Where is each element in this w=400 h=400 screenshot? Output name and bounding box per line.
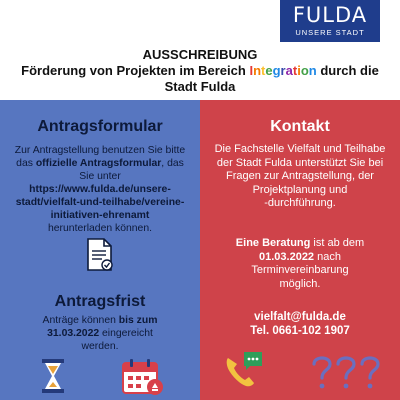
antragsfrist-text [0, 314, 200, 353]
logo-sub-text: UNSERE STADT [295, 28, 365, 37]
fulda-logo [280, 0, 380, 42]
frist-2a: 31.03.2022 [47, 328, 100, 339]
antragsfrist-heading: Antragsfrist [54, 293, 146, 310]
integration-letter: r [280, 63, 286, 78]
integration-letter: n [308, 63, 317, 78]
header-line-2-suffix: durch die [316, 63, 379, 78]
antragsformular-link-3[interactable]: initiativen-ehrenamt [50, 210, 150, 221]
antragsformular-text-2 [10, 157, 190, 170]
integration-letter: n [253, 63, 262, 78]
frist-2b: eingereicht [99, 328, 153, 339]
antragsformular-heading: Antragsformular [37, 118, 163, 135]
integration-letter: o [300, 63, 309, 78]
antragsformular-text [0, 144, 200, 235]
logo-main-text: FULDA [292, 3, 368, 27]
integration-word [249, 63, 316, 78]
beratung-2b: nach [314, 250, 341, 263]
beratung-line-2 [210, 251, 390, 265]
page-header [0, 42, 400, 100]
header-line-1: AUSSCHREIBUNG [142, 47, 258, 62]
header-line-3: Stadt Fulda [164, 79, 236, 94]
calendar-icon [121, 358, 165, 396]
text-2a: das [16, 158, 36, 169]
hourglass-icon [40, 358, 66, 394]
antragsformular-text-1: Zur Antragstellung benutzen Sie bitte [14, 145, 186, 156]
kontakt-heading: Kontakt [270, 118, 330, 135]
left-panel [0, 100, 200, 400]
beratung-line-1 [210, 237, 390, 251]
text-2c: , das [161, 158, 184, 169]
header-line-2-prefix: Förderung von Projekten im Bereich [21, 63, 250, 78]
antragsformular-text-4: herunterladen können. [48, 223, 152, 234]
phone-chat-icon [222, 350, 266, 390]
integration-letter: e [265, 63, 273, 78]
integration-letter: a [285, 63, 293, 78]
kontakt-text [200, 143, 400, 211]
antragsformular-text-3: Sie unter [79, 171, 121, 182]
header-line-2 [0, 63, 400, 79]
antragsformular-link-1[interactable]: https://www.fulda.de/unsere- [29, 184, 171, 195]
document-icon [84, 237, 116, 273]
question-marks-icon [308, 350, 388, 396]
antragsformular-link-2[interactable]: stadt/vielfalt-und-teilhabe/vereine- [15, 197, 185, 208]
antragsfrist-text-2 [10, 327, 190, 340]
kontakt-text-2: der Stadt Fulda unterstützt Sie bei [216, 156, 384, 169]
beratung-1a: Eine Beratung [235, 237, 311, 249]
integration-letter: t [292, 63, 298, 78]
beratung-line-3: Terminvereinbarung [251, 264, 349, 276]
beratung-2a: 01.03.2022 [259, 250, 315, 263]
text-2b: offizielle Antragsformular [35, 158, 162, 169]
kontakt-text-1: Die Fachstelle Vielfalt und Teilhabe [214, 143, 386, 155]
frist-1b: bis zum [118, 315, 158, 326]
beratung-line-4: möglich. [279, 277, 321, 290]
beratung-text [200, 237, 400, 291]
integration-letter: t [261, 63, 266, 78]
contact-info [200, 310, 400, 338]
kontakt-text-5: -durchführung. [264, 197, 336, 209]
integration-letter: g [272, 63, 281, 78]
integration-letter: I [249, 63, 254, 78]
right-panel [200, 100, 400, 400]
kontakt-text-4: Projektplanung und [252, 183, 348, 196]
antragsfrist-text-3: werden. [81, 341, 119, 352]
kontakt-text-3: Fragen zur Antragstellung, der [226, 170, 374, 182]
integration-letter: i [297, 63, 301, 78]
beratung-1b: ist ab dem [310, 237, 365, 249]
antragsfrist-text-1 [10, 314, 190, 327]
phone-number[interactable]: Tel. 0661-102 1907 [250, 325, 350, 337]
frist-1a: Anträge können [42, 315, 119, 326]
email-link[interactable]: vielfalt@fulda.de [254, 311, 346, 323]
